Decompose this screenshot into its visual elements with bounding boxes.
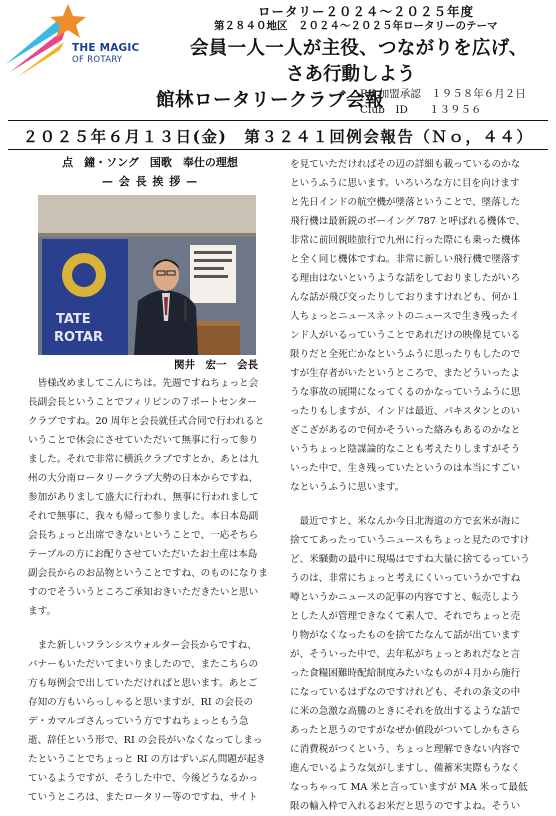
report-title: ２０２５年６月１３日(金) 第３２４１回例会報告（Ｎｏ，４４） [22, 127, 534, 146]
text-line: デ・カマルゴさんっていう方ですねちょっともう急 [28, 716, 249, 727]
right-column [290, 155, 544, 816]
divider-top [8, 120, 548, 121]
text-line: が、そういった中で、去年私がちょっとあれだなと言 [290, 649, 521, 660]
banner-text-1: TATE [56, 312, 91, 327]
newsletter-header [0, 0, 556, 116]
text-line: 副会長からのお品物ということですね、のものになりま [28, 568, 268, 579]
text-line: あったと思うのですがなぜか値段がついてしかもさら [290, 725, 521, 736]
magic-of-rotary-logo [6, 2, 140, 82]
text-line: に米の急激な高騰のときにそれを放出するような話で [290, 706, 521, 717]
text-line: すが生存者がいたというところで、またどういったよ [290, 368, 520, 379]
club-info [360, 86, 526, 118]
photo-caption: 関井 宏一 会長 [174, 359, 258, 371]
club-title: 館林ロータリークラブ会報 [156, 90, 385, 111]
text-line: 州の大分南ロータリークラブ大勢の日本からですね、 [28, 473, 259, 484]
text-line: った食糧困難時配給制度みたいなものが４月から施行 [290, 668, 521, 679]
banner-text-2: ROTAR [54, 330, 103, 345]
text-line: バナーもいただいてまいりましたので、またこちらの [28, 659, 259, 670]
text-line: ました。それで非常に横浜クラブですとか、あとは九 [28, 454, 259, 465]
text-line: 人ちょっとニュースネットのニュースで生き残ったイ [290, 311, 520, 322]
logo-line2: OF ROTARY [72, 55, 123, 65]
text-line: 噂というかニュースの記事の内容ですと、転売しよう [290, 592, 520, 603]
text-line: ます。 [28, 606, 57, 617]
text-line: 非常に前回親睦旅行で九州に行った際にも乗った機体 [290, 235, 521, 246]
text-line: 皆様改めましてこんにちは。先週ですねちょっと会 [28, 378, 259, 389]
text-line: いった中で、生き残っていたというのは本当にすごい [290, 463, 521, 474]
text-line: 方も毎例会で出していただければと思います。あとご [28, 678, 258, 689]
text-line: になっているはずなのですけれども、それの条文の中 [290, 687, 521, 698]
text-line: すのでそういうところご承知おきいただきたいと思い [28, 587, 259, 598]
text-line: ど、米騒動の最中に現場はですね大量に捨てるっていう [290, 554, 530, 565]
text-line: ったりもしますが、インドは最近、パキスタンとのい [290, 406, 521, 417]
president-photo [38, 195, 256, 355]
text-line: なというふうに思います。 [290, 482, 405, 493]
text-line: 限りだと全死亡かなというふうに思ったりもしたので [290, 349, 521, 360]
text-line: いうことで休会にさせていただいて無事に行って参り [28, 435, 259, 446]
right-paragraph-1 [290, 155, 544, 497]
left-paragraph-2 [28, 636, 272, 807]
text-line: と先日インドの航空機が墜落ということで、墜落した [290, 197, 521, 208]
text-line: 最近ですと、米なんか今日北海道の方で玄米が海に [290, 516, 521, 527]
text-line: うな事故の展開になってくるのかなっていうふうに思 [290, 387, 521, 398]
text-line: いうちょっと陰謀論的なことも考えたりしますがそう [290, 444, 521, 455]
text-line: 飛行機は最新鋭のボーイング 787 と呼ばれる機体で、 [290, 216, 526, 227]
text-line: んな話が飛び交ったりしておりますけれども、何か１ [290, 292, 521, 303]
text-line: 長副会長ということでフィリピンの７ポートセンター [28, 397, 257, 408]
text-line: というふうに思います。いろいろな方に目を向けます [290, 178, 520, 189]
text-line: る理由はないというような話をしておりましたがいろ [290, 273, 521, 284]
photo-scene [38, 195, 256, 355]
text-line: それで無事に、我々も帰って参りました。本日本島副 [28, 511, 259, 522]
president-greeting-heading: — 会 長 挨 拶 — [101, 175, 199, 188]
text-line: と全く同じ機体ですね。非常に新しい飛行機で墜落す [290, 254, 521, 265]
text-line: ているようですが、そうした中で、今後どうなるかっ [28, 773, 259, 784]
logo-text [72, 42, 152, 66]
text-line: 進んでいるような気がしますし、備蓄米実際もうなく [290, 763, 521, 774]
text-line: クラブですね。20 周年と会長就任式合同で行われると [28, 416, 265, 427]
text-line: 参加がありまして盛大に行われ、無事に行われまして [28, 492, 259, 503]
club-id: Club ID １３９５６ [360, 104, 482, 116]
text-line: を見ていただければその辺の詳細も載っているのかな [290, 159, 521, 170]
text-line: 限の輸入枠で入れるお米だと思うのですよね。そうい [290, 801, 521, 812]
text-line: 捨ててあったっていうニュースもちょっと見たのですけ [290, 535, 530, 546]
left-column [28, 155, 272, 807]
text-line: また新しいフランシスウォルター会長からですね、 [28, 640, 257, 651]
text-line: うのは、非常にちょっと考えにくいっていうかですね [290, 573, 521, 584]
text-line: に消費税がつくという、ちょっと理解できない内容で [290, 744, 521, 755]
left-paragraph-1 [28, 374, 272, 621]
club-approval: R.I 加盟承認 １９５８年６月２日 [360, 88, 526, 100]
text-line: り物がなくなったものを捨てたなんて話が出ています [290, 630, 521, 641]
text-line: 逝、辞任という形で、RI の会長がいなくなってしまっ [28, 735, 263, 746]
text-line: なっちゃって MA 米と言っていますが MA 米って最低 [290, 782, 528, 793]
rotary-year: ロータリー２０２４～２０２５年度 [258, 4, 475, 19]
text-line: ざこざがあるので何かそういった絡みもあるのかなと [290, 425, 521, 436]
opening-ceremony-heading: 点 鐘・ソング 国歌 奉仕の理想 [62, 156, 238, 169]
text-line: 存知の方もいらっしゃると思いますが、RI の会長の [28, 697, 254, 708]
text-line: ていうところは、またロータリー等のですね、サイト [28, 792, 258, 803]
logo-line1: THE MAGIC [72, 42, 140, 54]
theme-sub: さあ行動しよう [286, 64, 416, 85]
right-paragraph-2 [290, 512, 544, 816]
text-line: たということでちょっと RI の方はずいぶん問題が起き [28, 754, 266, 765]
divider-bottom [8, 149, 548, 150]
theme-label: 第２８４０地区 ２０２４～２０２５年ロータリーのテーマ [214, 20, 498, 32]
text-line: とした人が管理できなくて素人で、それでちょっと売 [290, 611, 521, 622]
text-line: 会長ちょっと出席できないということで、一応そちら [28, 530, 259, 541]
text-line: テーブルの方にお配りさせていただいたお土産は本島 [28, 549, 258, 560]
text-line: ンド人がいるっていうことであれだけの映像見ている [290, 330, 521, 341]
theme-main: 会員一人一人が主役、つながりを広げ、 [190, 38, 528, 59]
